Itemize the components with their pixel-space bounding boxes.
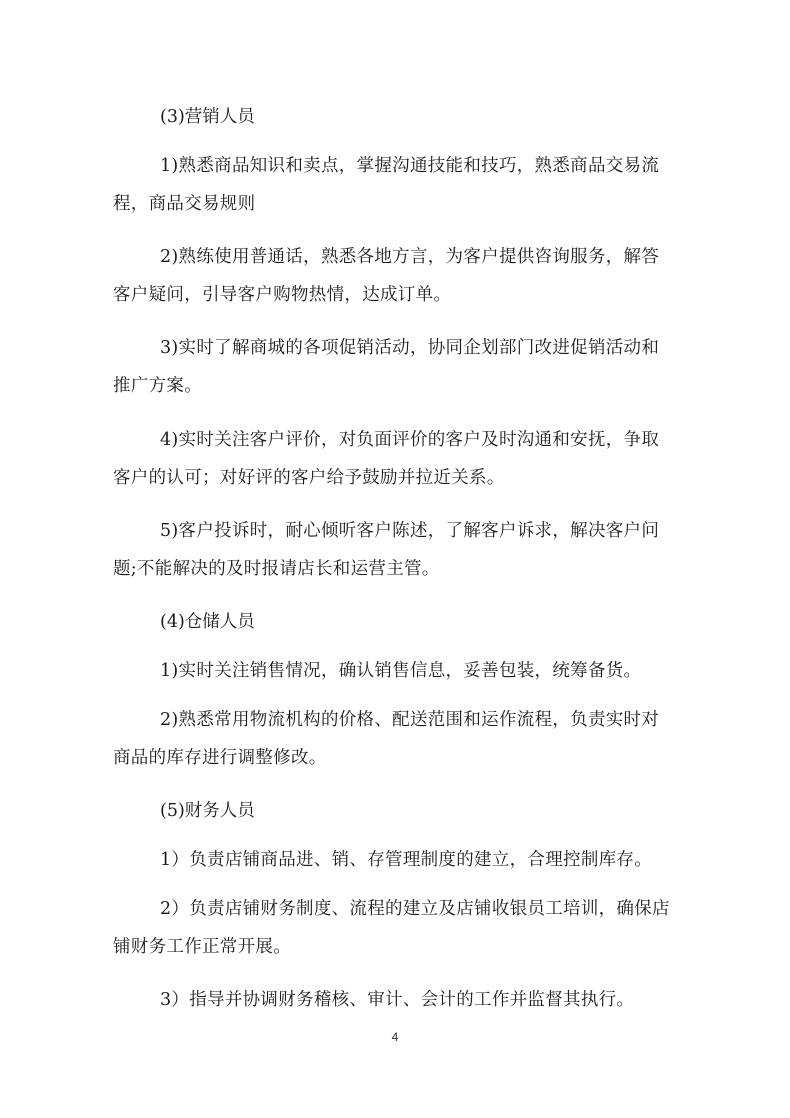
paragraph-finance-1: 1）负责店铺商品进、销、存管理制度的建立，合理控制库存。 [160,850,653,870]
section-heading-finance: (5)财务人员 [160,801,255,821]
page-number: 4 [391,1030,399,1044]
section-heading-warehouse: (4)仓储人员 [160,612,255,632]
paragraph-marketing-3: 3)实时了解商城的各项促销活动，协同企划部门改进促销活动和推广方案。 [113,338,660,396]
paragraph-marketing-1: 1)熟悉商品知识和卖点，掌握沟通技能和技巧，熟悉商品交易流程，商品交易规则 [113,156,660,214]
paragraph-warehouse-2: 2)熟悉常用物流机构的价格、配送范围和运作流程，负责实时对商品的库存进行调整修改。 [113,710,660,768]
paragraph-finance-3: 3）指导并协调财务稽核、审计、会计的工作并监督其执行。 [160,990,635,1010]
paragraph-marketing-4: 4)实时关注客户评价，对负面评价的客户及时沟通和安抚，争取客户的认可；对好评的客户给予鼓励并拉近关系。 [113,430,660,488]
paragraph-marketing-5: 5)客户投诉时，耐心倾听客户陈述，了解客户诉求，解决客户问题;不能解决的及时报请店长和运营主管。 [113,521,660,579]
paragraph-finance-2: 2）负责店铺财务制度、流程的建立及店铺收银员工培训，确保店铺财务工作正常开展。 [113,899,670,957]
paragraph-marketing-2: 2)熟练使用普通话，熟悉各地方言，为客户提供咨询服务，解答客户疑问，引导客户购物热情，达成订单。 [113,247,660,305]
section-heading-marketing: (3)营销人员 [160,107,255,127]
paragraph-warehouse-1: 1)实时关注销售情况，确认销售信息，妥善包装，统筹备货。 [160,661,642,681]
